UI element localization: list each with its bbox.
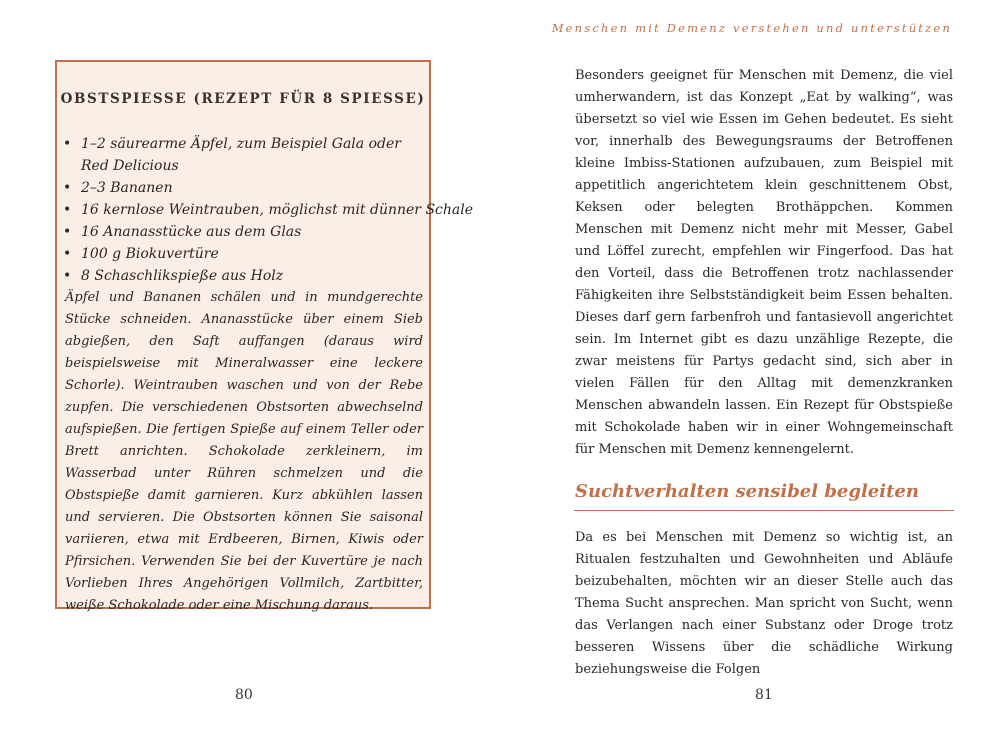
section-divider (574, 510, 954, 511)
recipe-box (55, 60, 474, 613)
body-paragraph: Da es bei Menschen mit Demenz so wichtig ist, an Ritualen festzuhalten und Gewohnheiten und Abläufe beizubehalten, möchten wir an dieser Stelle auch das Thema Sucht ansprechen. Man spricht von Sucht, wenn das Verlangen nach einer Substanz oder Droge trotz besseren Wissens über die schädliche Wirkung beziehungsweise die Folgen (575, 530, 953, 677)
running-head: Menschen mit Demenz verstehen und unterstützen (551, 21, 952, 35)
page-number: 80 (235, 687, 253, 703)
ingredient-item: • 2–3 Bananen (63, 177, 425, 199)
bullet-icon: • (63, 268, 72, 284)
body-paragraph: Besonders geeignet für Menschen mit Demenz, die viel umherwandern, ist das Konzept „Eat by walking“, was übersetzt so viel wie Essen im Gehen bedeutet. Es sieht vor, innerhalb des Bewegungsraums der Betroffenen kleine Imbiss-Stationen aufzubauen, zum Beispiel mit appetitlich angerichtetem klein geschnittenem Obst, Keksen oder belegten Brothäppchen. Kommen Menschen mit Demenz nicht mehr mit Messer, Gabel und Löffel zurecht, empfehlen wir Fingerfood. Das hat den Vorteil, dass die Betroffenen trotz nachlassender Fähigkeiten ihre Selbstständigkeit beim Essen behalten. Dieses darf gern farbenfroh und fantasievoll angerichtet sein. Im Internet gibt es dazu unzählige Rezepte, die zwar meistens für Partys gedacht sind, sich aber in vielen Fällen für den Alltag mit demenzkranken Menschen abwandeln lassen. Ein Rezept für Obstspieße mit Schokolade haben wir in einer Wohngemeinschaft für Menschen mit Demenz kennengelernt. (575, 68, 953, 457)
ingredient-item: • 16 kernlose Weintrauben, möglichst mit dünner Schale (63, 199, 425, 221)
ingredient-item: • 16 Ananasstücke aus dem Glas (63, 221, 425, 243)
ingredient-item: • 8 Schaschlikspieße aus Holz (63, 265, 425, 287)
ingredient-list (63, 133, 474, 287)
bullet-icon: • (63, 136, 72, 152)
bullet-icon: • (63, 202, 72, 218)
right-page (504, 0, 1008, 747)
page-number: 81 (755, 687, 773, 703)
recipe-instructions: Äpfel und Bananen schälen und in mundgerechte Stücke schneiden. Ananasstücke über einem Sieb abgießen, den Saft auffangen (daraus wird beispielsweise mit Mineralwasser eine leckere Schorle). Weintrauben waschen und von der Rebe zupfen. Die verschiedenen Obstsorten abwechselnd aufspießen. Die fertigen Spieße auf einem Teller oder Brett anrichten. Schokolade zerkleinern, im Wasserbad unter Rühren schmelzen und die Obstspieße damit garnieren. Kurz abkühlen lassen und servieren. Die Obstsorten können Sie saisonal variieren, etwa mit Erdbeeren, Birnen, Kiwis oder Pfirsichen. Verwenden Sie bei der Kuvertüre je nach Vorlieben Ihres Angehörigen Vollmilch, Zartbitter, weiße Schokolade oder eine Mischung daraus. (65, 290, 423, 613)
section-heading: Suchtverhalten sensibel begleiten (575, 481, 919, 502)
recipe-title: OBSTSPIESSE (REZEPT FÜR 8 SPIESSE) (60, 91, 426, 107)
bullet-icon: • (63, 246, 72, 262)
ingredient-item: • 100 g Biokuvertüre (63, 243, 425, 265)
ingredient-item: • 1–2 säurearme Äpfel, zum Beispiel Gala oder Red Delicious (63, 133, 425, 177)
bullet-icon: • (63, 180, 72, 196)
bullet-icon: • (63, 224, 72, 240)
